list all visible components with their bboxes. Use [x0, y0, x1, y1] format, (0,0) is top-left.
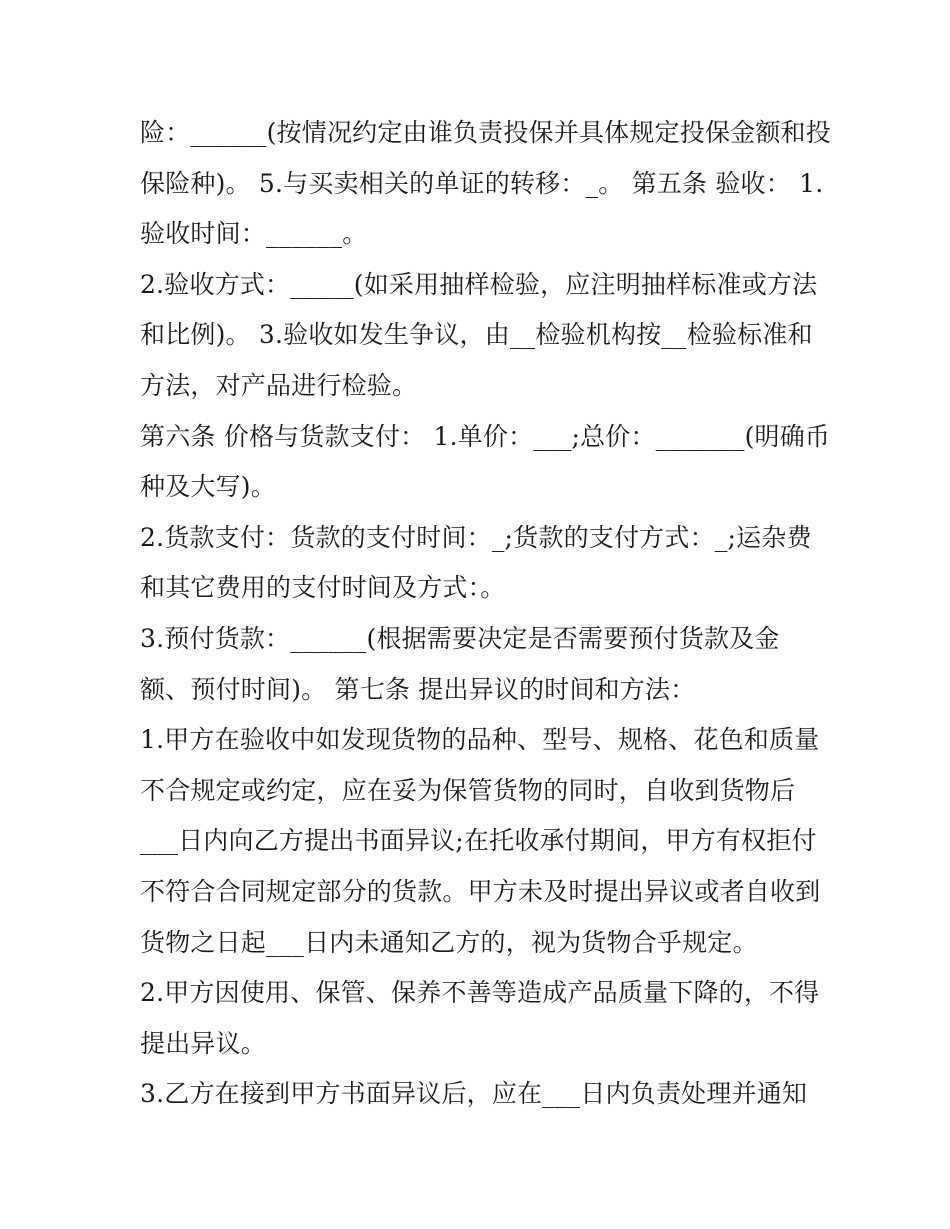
text-line: 1.甲方在验收中如发现货物的品种、型号、规格、花色和质量: [140, 725, 820, 755]
text-line: 和其它费用的支付时间及方式：。: [140, 573, 506, 603]
paragraph-payment: [140, 513, 820, 614]
paragraph-objection-clause-1: [140, 715, 820, 968]
text-line: 险：______(按情况约定由谁负责投保并具体规定投保金额和投: [140, 118, 831, 147]
paragraph-prepayment: [140, 614, 820, 715]
paragraph-insurance-and-acceptance-time: [140, 108, 831, 260]
text-line: 提出异议。: [140, 1028, 267, 1058]
paragraph-objection-clause-2: [140, 968, 820, 1069]
text-line: 额、预付时间)。 第七条 提出异议的时间和方法：: [140, 674, 696, 704]
text-line: 不符合合同规定部分的货款。甲方未及时提出异议或者自收到: [140, 876, 821, 906]
text-line: 方法，对产品进行检验。: [140, 370, 418, 400]
text-line: 第六条 价格与货款支付： 1.单价：___;总价：_______(明确币: [140, 421, 831, 451]
text-line: ___日内向乙方提出书面异议;在托收承付期间，甲方有权拒付: [140, 826, 817, 856]
text-line: 2.甲方因使用、保管、保养不善等造成产品质量下降的，不得: [140, 978, 820, 1008]
text-line: 2.验收方式：_____(如采用抽样检验，应注明抽样标准或方法: [140, 269, 818, 299]
paragraph-article-six-price: [140, 412, 831, 513]
text-line: 种及大写)。: [140, 472, 276, 502]
text-line: 货物之日起___日内未通知乙方的，视为货物合乎规定。: [140, 927, 758, 957]
document-body: [140, 108, 831, 1120]
text-line: 和比例)。 3.验收如发生争议，由__检验机构按__检验标准和: [140, 320, 813, 350]
paragraph-objection-clause-3: [140, 1069, 820, 1120]
paragraph-acceptance-method: [140, 260, 820, 412]
text-line: 3.预付货款：______(根据需要决定是否需要预付货款及金: [140, 623, 780, 653]
text-line: 3.乙方在接到甲方书面异议后，应在___日内负责处理并通知: [140, 1079, 808, 1109]
text-line: 2.货款支付：货款的支付时间：_;货款的支付方式：_;运杂费: [140, 522, 812, 552]
text-line: 保险种)。 5.与买卖相关的单证的转移：_。 第五条 验收： 1.: [140, 168, 824, 198]
text-line: 不合规定或约定，应在妥为保管货物的同时，自收到货物后: [140, 775, 796, 805]
text-line: 验收时间：______。: [140, 219, 368, 249]
